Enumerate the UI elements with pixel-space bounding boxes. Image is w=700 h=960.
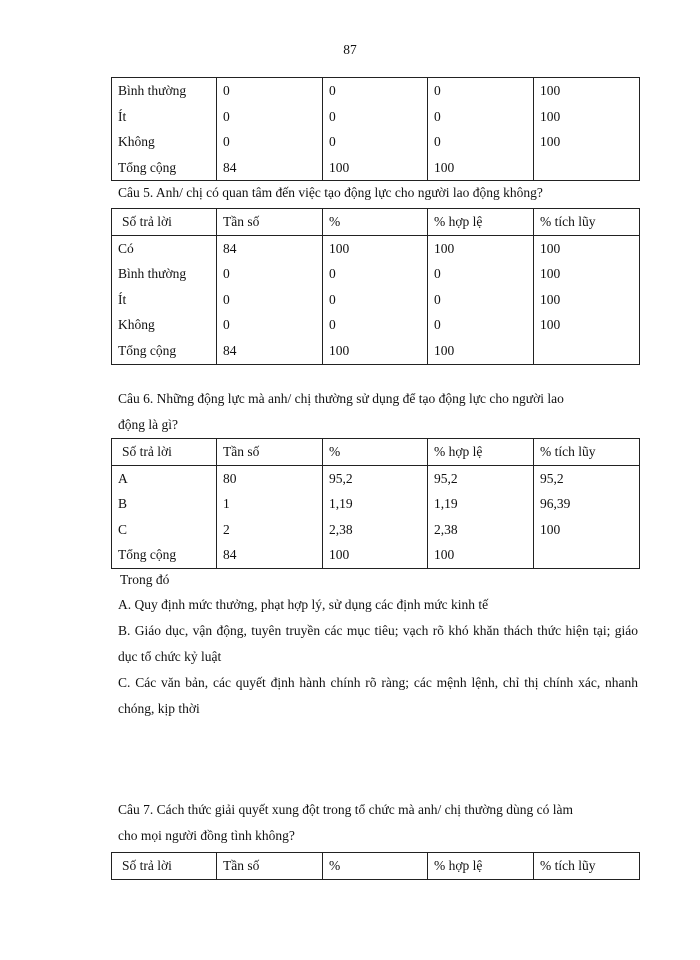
column-header: Tần số [217, 853, 323, 880]
question-7-line2: cho mọi người đồng tình không? [118, 828, 295, 843]
column-header: % [323, 439, 428, 466]
table-cell [534, 155, 640, 181]
table-row [112, 287, 640, 313]
table-cell: Bình thường [112, 78, 217, 104]
table-cell: 100 [534, 261, 640, 287]
table-cell: 84 [217, 155, 323, 181]
table-cell: 100 [534, 235, 640, 261]
table-cell: Tổng cộng [112, 338, 217, 364]
table-row [112, 104, 640, 130]
table-row [112, 312, 640, 338]
table-cell: Ít [112, 104, 217, 130]
table-cell: 100 [534, 312, 640, 338]
column-header: % tích lũy [534, 853, 640, 880]
column-header: % hợp lệ [428, 209, 534, 236]
column-header: % hợp lệ [428, 439, 534, 466]
question-6 [118, 386, 638, 438]
table-cell: 100 [534, 78, 640, 104]
question-6-line1: Câu 6. Những động lực mà anh/ chị thường sử dụng để tạo động lực cho người lao [118, 391, 564, 406]
table-cell: Có [112, 235, 217, 261]
table-header-row [112, 853, 640, 880]
page-number: 87 [343, 42, 357, 57]
table-cell: Tổng cộng [112, 542, 217, 568]
column-header: Tần số [217, 209, 323, 236]
table-cell: 0 [217, 78, 323, 104]
table-cell: 95,2 [428, 465, 534, 491]
column-header: % [323, 209, 428, 236]
table-cell: 100 [323, 338, 428, 364]
table-cell: 0 [323, 104, 428, 130]
table-row [112, 78, 640, 104]
table-row [112, 465, 640, 491]
table-row [112, 155, 640, 181]
column-header: Số trả lời [112, 439, 217, 466]
question-7 [118, 797, 638, 849]
table-cell: 0 [217, 104, 323, 130]
column-header: Tần số [217, 439, 323, 466]
table-question-5 [111, 208, 640, 365]
table-cell: 84 [217, 235, 323, 261]
table-cell: 100 [428, 338, 534, 364]
column-header: Số trả lời [112, 853, 217, 880]
table-cell: 0 [428, 312, 534, 338]
table-continued [111, 77, 640, 181]
option-c: C. Các văn bản, các quyết định hành chính rõ ràng; các mệnh lệnh, chỉ thị chính xác, nhanh chóng, kịp thời [118, 675, 638, 716]
table-cell: 1,19 [323, 491, 428, 517]
table-cell: 84 [217, 338, 323, 364]
table-cell [534, 542, 640, 568]
table-cell: 0 [428, 104, 534, 130]
table-cell: 100 [534, 129, 640, 155]
table-cell: 84 [217, 542, 323, 568]
option-a: A. Quy định mức thưởng, phạt hợp lý, sử dụng các định mức kinh tế [118, 597, 489, 612]
table-cell: 100 [323, 542, 428, 568]
table-cell: 0 [428, 287, 534, 313]
table-cell: Không [112, 312, 217, 338]
table-row [112, 338, 640, 364]
column-header: % tích lũy [534, 209, 640, 236]
question-6-line2: động là gì? [118, 417, 178, 432]
table-cell: 95,2 [534, 465, 640, 491]
column-header: % hợp lệ [428, 853, 534, 880]
table-cell: Ít [112, 287, 217, 313]
table-header-row [112, 439, 640, 466]
table-cell: 0 [323, 312, 428, 338]
table-cell: 100 [534, 287, 640, 313]
table-cell: 96,39 [534, 491, 640, 517]
table-cell: 100 [323, 235, 428, 261]
table-cell: C [112, 517, 217, 543]
table-cell: 100 [428, 155, 534, 181]
option-b: B. Giáo dục, vận động, tuyên truyền các mục tiêu; vạch rõ khó khăn thách thức hiện tại; giáo dục tổ chức kỷ luật [118, 623, 638, 664]
table-cell: Bình thường [112, 261, 217, 287]
table-cell: 0 [323, 78, 428, 104]
table-cell: 1 [217, 491, 323, 517]
question-5: Câu 5. Anh/ chị có quan tâm đến việc tạo động lực cho người lao động không? [118, 185, 543, 200]
table-question-7 [111, 852, 640, 880]
table-header-row [112, 209, 640, 236]
table-cell: 2,38 [323, 517, 428, 543]
table-cell: 0 [428, 129, 534, 155]
column-header: % tích lũy [534, 439, 640, 466]
table-cell: 0 [428, 78, 534, 104]
table-row [112, 261, 640, 287]
table-cell: 0 [217, 287, 323, 313]
table-row [112, 491, 640, 517]
table-cell: 0 [323, 129, 428, 155]
table-row [112, 235, 640, 261]
table-cell: B [112, 491, 217, 517]
table-cell: 100 [428, 235, 534, 261]
table-cell: 100 [534, 517, 640, 543]
table-cell: 2,38 [428, 517, 534, 543]
table-cell: 100 [323, 155, 428, 181]
table-cell: 0 [428, 261, 534, 287]
table-cell: 100 [428, 542, 534, 568]
table-cell: 1,19 [428, 491, 534, 517]
table-cell: A [112, 465, 217, 491]
table-cell: 0 [323, 261, 428, 287]
table-cell: 0 [217, 129, 323, 155]
table-question-6 [111, 438, 640, 569]
table-cell [534, 338, 640, 364]
table-cell: 2 [217, 517, 323, 543]
column-header: Số trả lời [112, 209, 217, 236]
table-row [112, 542, 640, 568]
table-cell: 0 [217, 261, 323, 287]
table-cell: Không [112, 129, 217, 155]
table-cell: Tổng cộng [112, 155, 217, 181]
note-trong-do: Trong đó [120, 572, 170, 587]
column-header: % [323, 853, 428, 880]
question-7-line1: Câu 7. Cách thức giải quyết xung đột trong tổ chức mà anh/ chị thường dùng có làm [118, 802, 573, 817]
table-cell: 95,2 [323, 465, 428, 491]
table-cell: 0 [217, 312, 323, 338]
table-cell: 80 [217, 465, 323, 491]
table-cell: 0 [323, 287, 428, 313]
table-row [112, 129, 640, 155]
table-row [112, 517, 640, 543]
table-cell: 100 [534, 104, 640, 130]
